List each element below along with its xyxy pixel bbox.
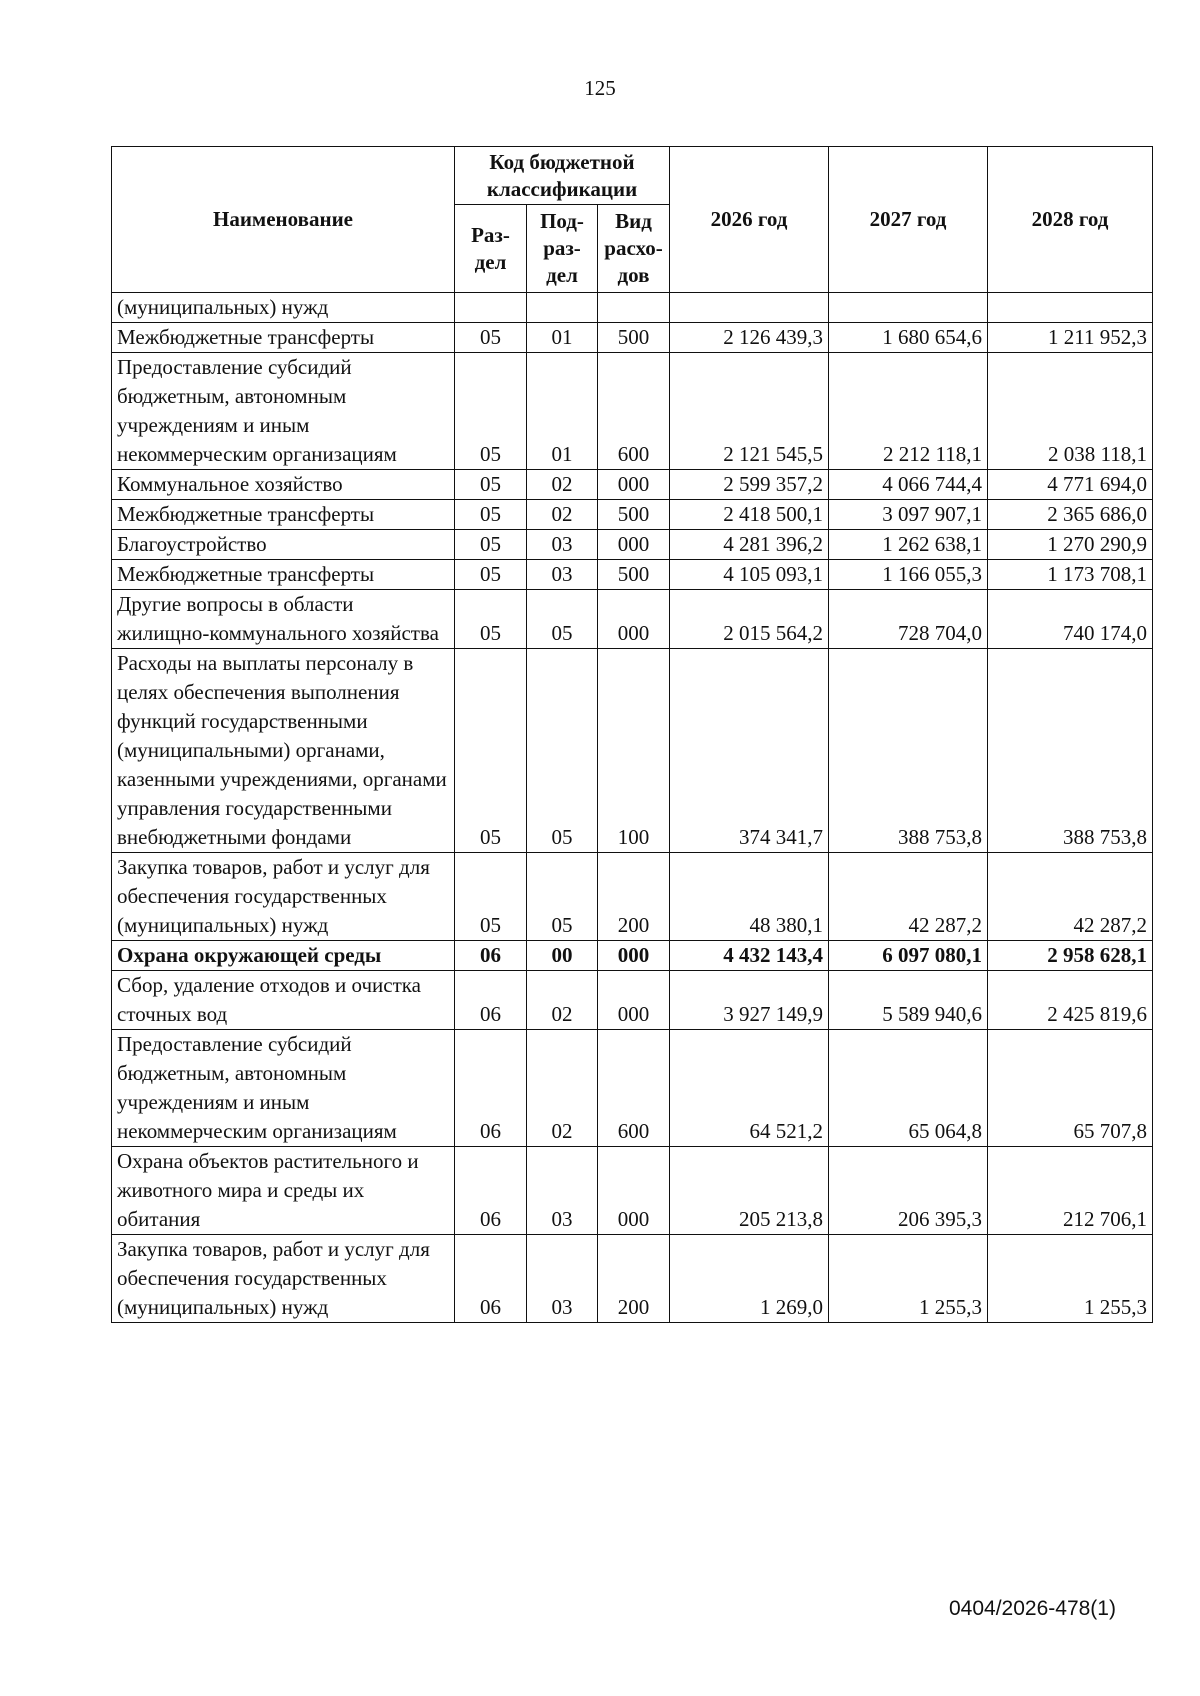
row-value-2026: 2 418 500,1 <box>670 500 829 530</box>
row-expense-type: 000 <box>598 941 670 971</box>
row-name: Другие вопросы в области жилищно-коммунального хозяйства <box>112 590 455 649</box>
row-name: Предоставление субсидий бюджетным, автономным учреждениям и иным некоммерческим организациям <box>112 1030 455 1147</box>
table-row <box>112 1147 1153 1235</box>
row-value-2026: 205 213,8 <box>670 1147 829 1235</box>
row-section: 06 <box>455 941 527 971</box>
table-row <box>112 500 1153 530</box>
table-row <box>112 323 1153 353</box>
header-expense-type: Вид расхо- дов <box>598 205 670 293</box>
table-row <box>112 971 1153 1030</box>
row-name: Закупка товаров, работ и услуг для обеспечения государственных (муниципальных) нужд <box>112 853 455 941</box>
row-subsection: 05 <box>527 590 598 649</box>
row-expense-type: 000 <box>598 971 670 1030</box>
row-subsection <box>527 293 598 323</box>
row-section: 05 <box>455 649 527 853</box>
row-expense-type: 500 <box>598 323 670 353</box>
row-subsection: 02 <box>527 1030 598 1147</box>
row-section <box>455 293 527 323</box>
table-row <box>112 560 1153 590</box>
row-value-2028: 2 958 628,1 <box>988 941 1153 971</box>
table-row <box>112 1030 1153 1147</box>
row-value-2027: 1 262 638,1 <box>829 530 988 560</box>
row-section: 05 <box>455 470 527 500</box>
row-section: 06 <box>455 1030 527 1147</box>
row-name: Благоустройство <box>112 530 455 560</box>
row-subsection: 05 <box>527 853 598 941</box>
row-value-2028: 740 174,0 <box>988 590 1153 649</box>
row-expense-type: 000 <box>598 470 670 500</box>
row-section: 05 <box>455 853 527 941</box>
row-value-2026: 2 126 439,3 <box>670 323 829 353</box>
row-value-2026: 3 927 149,9 <box>670 971 829 1030</box>
header-name: Наименование <box>112 147 455 293</box>
row-expense-type: 000 <box>598 530 670 560</box>
row-subsection: 01 <box>527 353 598 470</box>
row-subsection: 03 <box>527 560 598 590</box>
row-section: 05 <box>455 530 527 560</box>
row-value-2028: 1 211 952,3 <box>988 323 1153 353</box>
row-value-2028: 212 706,1 <box>988 1147 1153 1235</box>
row-value-2026: 48 380,1 <box>670 853 829 941</box>
header-section: Раз- дел <box>455 205 527 293</box>
row-value-2026: 2 599 357,2 <box>670 470 829 500</box>
row-value-2027: 1 680 654,6 <box>829 323 988 353</box>
row-subsection: 03 <box>527 530 598 560</box>
row-section: 06 <box>455 971 527 1030</box>
row-value-2028: 65 707,8 <box>988 1030 1153 1147</box>
row-value-2027: 1 166 055,3 <box>829 560 988 590</box>
row-value-2027: 6 097 080,1 <box>829 941 988 971</box>
row-value-2026 <box>670 293 829 323</box>
row-value-2026: 1 269,0 <box>670 1235 829 1323</box>
row-section: 05 <box>455 353 527 470</box>
row-expense-type: 100 <box>598 649 670 853</box>
row-value-2026: 2 015 564,2 <box>670 590 829 649</box>
row-value-2027: 3 097 907,1 <box>829 500 988 530</box>
row-subsection: 03 <box>527 1147 598 1235</box>
row-value-2027 <box>829 293 988 323</box>
table-row <box>112 530 1153 560</box>
row-expense-type: 000 <box>598 590 670 649</box>
row-name: Расходы на выплаты персоналу в целях обеспечения выполнения функций государственными (муниципальными) органами, казенными учреждениями, органами управления государственными внебюджетными фондами <box>112 649 455 853</box>
row-value-2028 <box>988 293 1153 323</box>
row-expense-type: 500 <box>598 560 670 590</box>
row-name: Сбор, удаление отходов и очистка сточных вод <box>112 971 455 1030</box>
row-subsection: 02 <box>527 470 598 500</box>
row-value-2028: 2 425 819,6 <box>988 971 1153 1030</box>
header-subsection: Под- раз- дел <box>527 205 598 293</box>
header-year-2028: 2028 год <box>988 147 1153 293</box>
row-section: 05 <box>455 500 527 530</box>
row-subsection: 00 <box>527 941 598 971</box>
table-row <box>112 590 1153 649</box>
row-expense-type: 200 <box>598 853 670 941</box>
row-section: 05 <box>455 590 527 649</box>
row-expense-type: 500 <box>598 500 670 530</box>
row-name: Охрана объектов растительного и животного мира и среды их обитания <box>112 1147 455 1235</box>
page-number: 125 <box>584 76 616 100</box>
document-code: 0404/2026-478(1) <box>949 1597 1116 1620</box>
row-value-2028: 2 365 686,0 <box>988 500 1153 530</box>
row-subsection: 01 <box>527 323 598 353</box>
table-row <box>112 353 1153 470</box>
row-value-2026: 4 432 143,4 <box>670 941 829 971</box>
row-value-2028: 2 038 118,1 <box>988 353 1153 470</box>
header-code-group: Код бюджетной классификации <box>455 147 670 205</box>
row-subsection: 03 <box>527 1235 598 1323</box>
row-value-2028: 42 287,2 <box>988 853 1153 941</box>
row-expense-type <box>598 293 670 323</box>
row-value-2027: 42 287,2 <box>829 853 988 941</box>
row-value-2027: 1 255,3 <box>829 1235 988 1323</box>
row-value-2026: 374 341,7 <box>670 649 829 853</box>
row-value-2027: 206 395,3 <box>829 1147 988 1235</box>
table-row <box>112 470 1153 500</box>
row-name: Межбюджетные трансферты <box>112 323 455 353</box>
table-row <box>112 941 1153 971</box>
row-value-2026: 2 121 545,5 <box>670 353 829 470</box>
budget-table <box>111 146 1153 1323</box>
row-value-2028: 1 270 290,9 <box>988 530 1153 560</box>
row-section: 06 <box>455 1235 527 1323</box>
header-year-2027: 2027 год <box>829 147 988 293</box>
row-value-2028: 1 255,3 <box>988 1235 1153 1323</box>
row-expense-type: 600 <box>598 353 670 470</box>
header-year-2026: 2026 год <box>670 147 829 293</box>
table-row <box>112 649 1153 853</box>
table-row <box>112 293 1153 323</box>
row-section: 06 <box>455 1147 527 1235</box>
row-name: (муниципальных) нужд <box>112 293 455 323</box>
row-name: Предоставление субсидий бюджетным, автономным учреждениям и иным некоммерческим организациям <box>112 353 455 470</box>
row-value-2027: 2 212 118,1 <box>829 353 988 470</box>
row-expense-type: 200 <box>598 1235 670 1323</box>
row-name: Коммунальное хозяйство <box>112 470 455 500</box>
row-section: 05 <box>455 323 527 353</box>
row-expense-type: 600 <box>598 1030 670 1147</box>
row-value-2026: 4 281 396,2 <box>670 530 829 560</box>
row-value-2028: 1 173 708,1 <box>988 560 1153 590</box>
row-value-2027: 5 589 940,6 <box>829 971 988 1030</box>
row-value-2027: 388 753,8 <box>829 649 988 853</box>
row-value-2027: 728 704,0 <box>829 590 988 649</box>
row-name: Межбюджетные трансферты <box>112 560 455 590</box>
row-value-2026: 64 521,2 <box>670 1030 829 1147</box>
row-subsection: 02 <box>527 971 598 1030</box>
table-row <box>112 1235 1153 1323</box>
row-name: Межбюджетные трансферты <box>112 500 455 530</box>
row-name: Охрана окружающей среды <box>112 941 455 971</box>
row-subsection: 02 <box>527 500 598 530</box>
row-subsection: 05 <box>527 649 598 853</box>
table-row <box>112 853 1153 941</box>
row-expense-type: 000 <box>598 1147 670 1235</box>
row-value-2027: 65 064,8 <box>829 1030 988 1147</box>
row-section: 05 <box>455 560 527 590</box>
row-value-2028: 4 771 694,0 <box>988 470 1153 500</box>
row-value-2027: 4 066 744,4 <box>829 470 988 500</box>
row-value-2026: 4 105 093,1 <box>670 560 829 590</box>
row-value-2028: 388 753,8 <box>988 649 1153 853</box>
row-name: Закупка товаров, работ и услуг для обеспечения государственных (муниципальных) нужд <box>112 1235 455 1323</box>
